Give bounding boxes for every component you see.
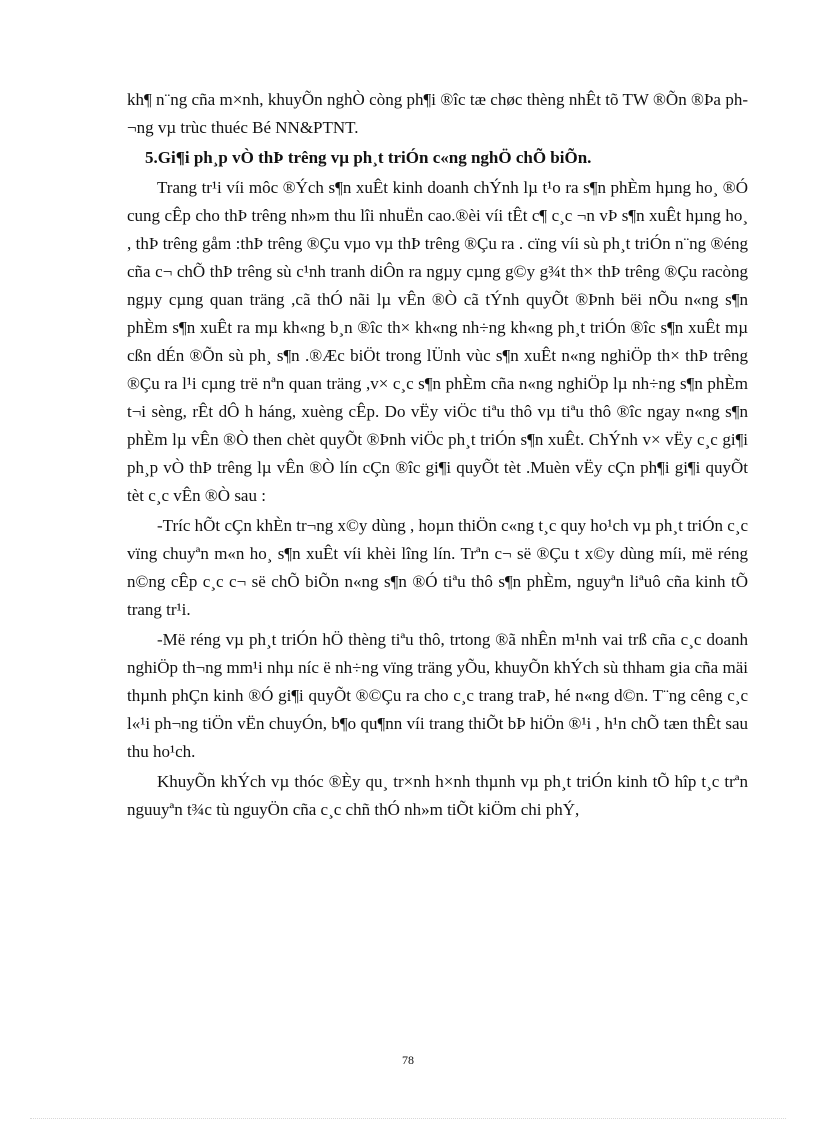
paragraph-distribution: -Më réng vµ ph¸t triÓn hÖ thèng tiªu thô, trtong ®ã nhÊn m¹nh vai trß cña c¸c doanh nghiÖp th¬ng mm¹i nhµ níc ë nh÷ng vïng träng yÕu, khuyÕn khÝch sù thham gia cña mäi thµnh phÇn kinh ®Ó gi¶i quyÕt ®©Çu ra cho c¸c trang traÞ, hé n«ng d©n. T¨ng cêng c¸c l«¹i ph¬ng tiÖn vËn chuyÓn, b¶o qu¶nn víi trang thiÕt bÞ hiÖn ®¹i , h¹n chÕ tæn thÊt sau thu ho¹ch. xyxy=(127,630,748,761)
paragraph-cooperation: KhuyÕn khÝch vµ thóc ®Èy qu¸ tr×nh h×nh thµnh vµ ph¸t triÓn kinh tÕ hîp t¸c trªn nguuyªn t¾c tù nguyÖn cña c¸c chñ thÓ nh»m tiÕt kiÖm chi phÝ, xyxy=(127,772,748,819)
footer-divider xyxy=(30,1118,786,1119)
body-text xyxy=(127,86,748,826)
page-number: 78 xyxy=(402,1053,414,1067)
section-heading: 5.Gi¶i ph¸p vÒ thÞ trêng vµ ph¸t triÓn c«ng nghÖ chÕ biÕn. xyxy=(145,148,592,167)
paragraph-planning: -Tríc hÕt cÇn khÈn tr¬ng x©y dùng , hoµn thiÖn c«ng t¸c quy ho¹ch vµ ph¸t triÓn c¸c vïng chuyªn m«n ho¸ s¶n xuÊt víi khèi lîng lín. Trªn c¬ së ®Çu t x©y dùng míi, më réng n©ng cÊp c¸c c¬ së chÕ biÕn n«ng s¶n ®Ó tiªu thô s¶n phÈm, nguyªn liªuô cña kinh tÕ trang tr¹i. xyxy=(127,516,748,619)
paragraph-continuation: kh¶ n¨ng cña m×nh, khuyÕn nghÒ còng ph¶i ®îc tæ chøc thèng nhÊt tõ TW ®Õn ®Þa ph¬ng vµ trùc thuéc Bé NN&PTNT. xyxy=(127,90,748,137)
paragraph-market-solutions: Trang tr¹i víi môc ®Ých s¶n xuÊt kinh doanh chÝnh lµ t¹o ra s¶n phÈm hµng ho¸ ®Ó cung cÊp cho thÞ trêng nh»m thu lîi nhuËn cao.®èi víi tÊt c¶ c¸c ¬n vÞ s¶n xuÊt hµng ho¸ , thÞ trêng gåm :thÞ trêng ®Çu vµo vµ thÞ trêng ®Çu ra . cïng víi sù ph¸t triÓn n¨ng ®éng cña c¬ chÕ thÞ trêng sù c¹nh tranh diÔn ra ngµy cµng g©y g¾t th× thÞ trêng ®Çu racòng ngµy cµng quan träng ,cã thÓ nãi lµ vÊn ®Ò cã tÝnh quyÕt ®Þnh bëi nÕu n«ng s¶n phÈm s¶n xuÊt ra mµ kh«ng b¸n ®îc th× kh«ng nh÷ng kh«ng ph¸t triÓn ®îc s¶n xuÊt mµ cßn dÉn ®Õn sù ph¸ s¶n .®Æc biÖt trong lÜnh vùc s¶n xuÊt n«ng nghiÖp th× thÞ trêng ®Çu ra l¹i cµng trë nªn quan träng ,v× c¸c s¶n phÈm cña n«ng nghiÖp lµ nh÷ng s¶n phÈm t¬i sèng, rÊt dÔ h háng, xuèng cÊp. Do vËy viÖc tiªu thô vµ tiªu thô ®îc ngay n«ng s¶n phÈm lµ vÊn ®Ò then chèt quyÕt ®Þnh viÖc ph¸t triÓn s¶n xuÊt. ChÝnh v× vËy c¸c gi¶i ph¸p vÒ thÞ trêng lµ vÊn ®Ò lín cÇn ®îc gi¶i quyÕt tèt .Muèn vËy cÇn ph¶i gi¶i quyÕt tèt c¸c vÊn ®Ò sau : xyxy=(127,178,748,505)
